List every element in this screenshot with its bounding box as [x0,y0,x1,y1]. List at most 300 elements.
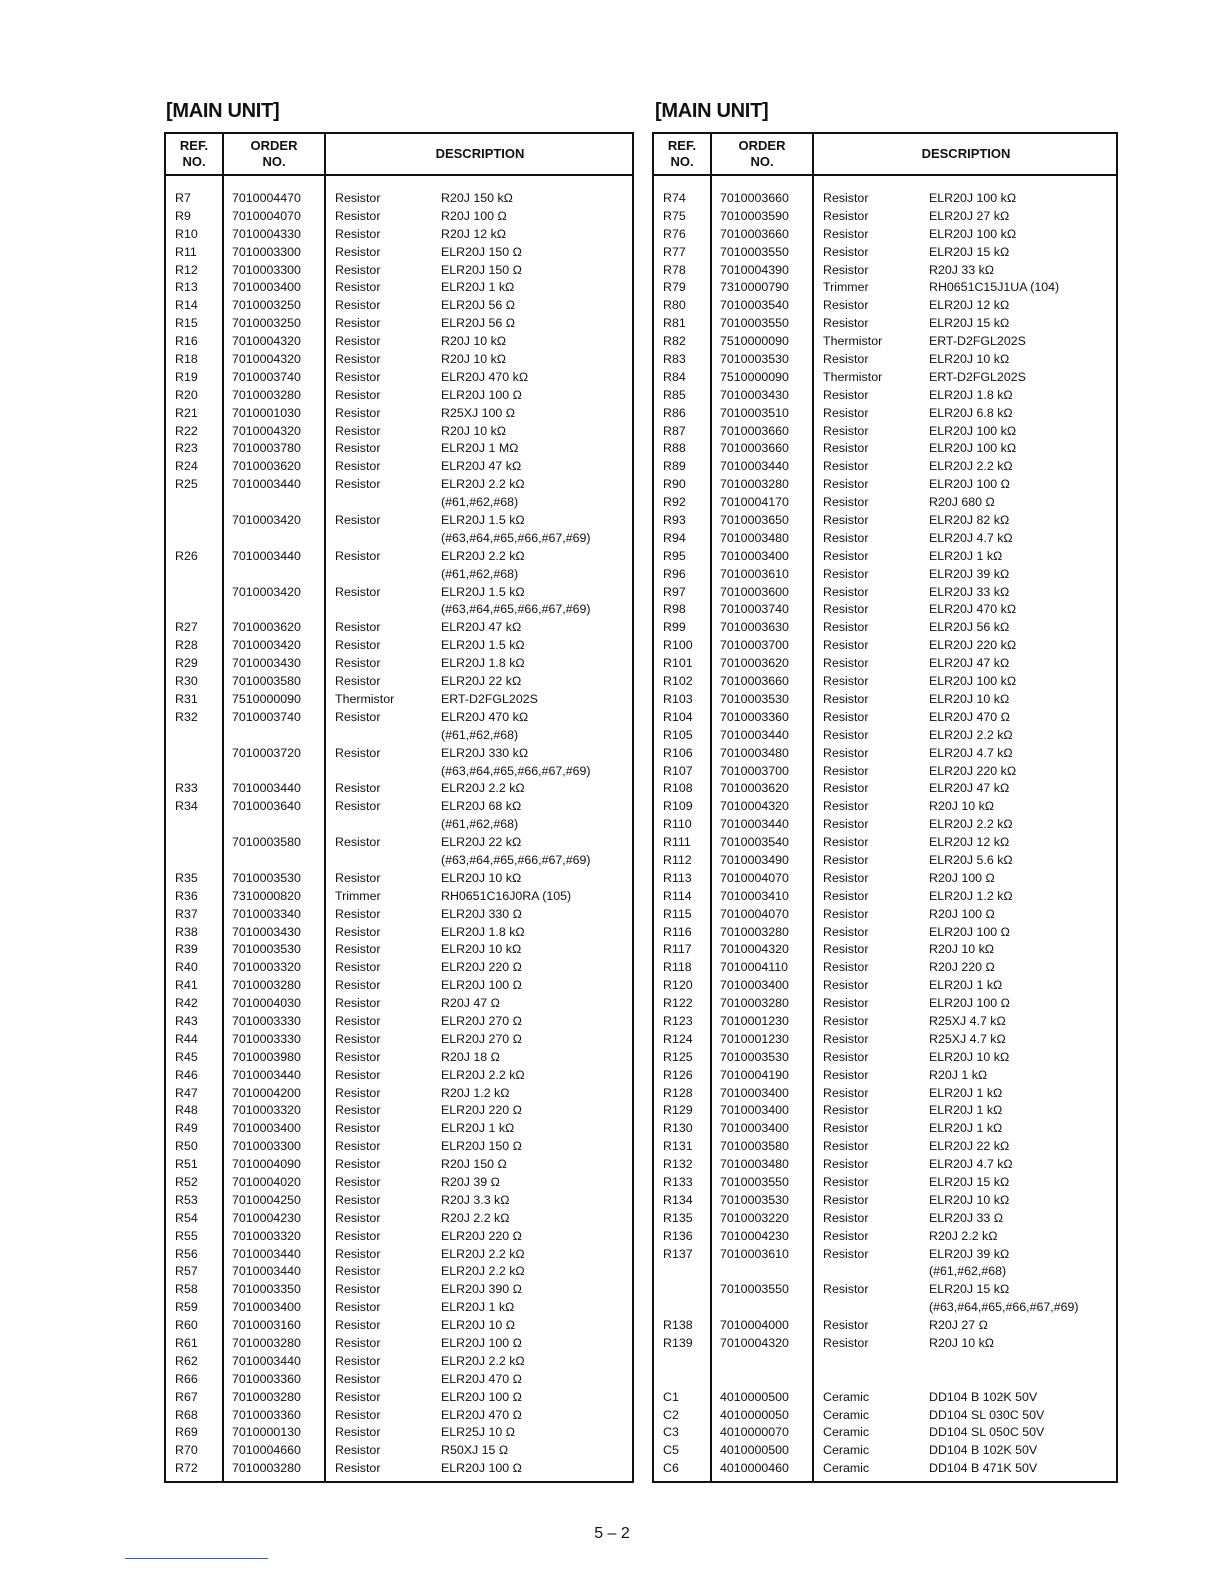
table-row [166,1371,632,1389]
part-type-cell: Resistor [823,584,869,599]
part-value-cell: ELR20J 1 kΩ [441,1300,515,1315]
part-value-cell: ELR20J 82 kΩ [929,513,1010,528]
ref-no-cell: R106 [663,745,693,760]
order-no-cell: 7010004170 [720,495,789,510]
order-no-cell: 7010003740 [720,602,789,617]
order-no-cell: 7010003530 [232,870,301,885]
table-row [166,1353,632,1371]
table-row [166,1442,632,1460]
table-row [166,691,632,709]
order-no-cell: 7010003700 [720,763,789,778]
table-row [654,1031,1116,1049]
table-row [166,1085,632,1103]
part-value-cell: ELR20J 2.2 kΩ [441,548,525,563]
table-row [654,1192,1116,1210]
ref-no-cell: R10 [175,226,198,241]
part-type-cell: Resistor [335,352,381,367]
order-no-cell: 7010003160 [232,1318,301,1333]
ref-no-cell: R133 [663,1174,693,1189]
ref-no-cell: R25 [175,477,198,492]
part-type-cell: Resistor [823,1157,869,1172]
table-row [654,1174,1116,1192]
part-type-cell: Resistor [823,1246,869,1261]
order-no-cell: 7010001030 [232,405,301,420]
order-no-cell: 7010003330 [232,1013,301,1028]
part-type-cell: Resistor [335,334,381,349]
ref-no-cell: R23 [175,441,198,456]
order-no-cell: 7010003440 [232,1353,301,1368]
part-type-cell: Resistor [823,942,869,957]
order-no-cell: 7010004070 [232,208,301,223]
order-no-cell: 7010003440 [232,1067,301,1082]
order-no-cell: 7010003620 [720,781,789,796]
order-no-cell: 7510000090 [232,691,301,706]
ref-no-cell: R22 [175,423,198,438]
ref-no-cell: R74 [663,191,686,205]
part-value-cell: R50XJ 15 Ω [441,1443,509,1458]
order-no-cell: 7010004110 [720,960,788,975]
part-value-cell: (#61,#62,#68) [441,566,519,581]
table-row [654,1281,1116,1299]
table-row [166,476,632,494]
table-row [654,941,1116,959]
part-value-cell: ELR20J 10 kΩ [929,352,1010,367]
table-row [654,870,1116,888]
part-value-cell: R25XJ 4.7 kΩ [929,1013,1006,1028]
ref-no-cell: R77 [663,244,686,259]
ref-no-cell: R126 [663,1067,693,1082]
table-row [654,1353,1116,1371]
order-no-cell: 7010003440 [720,727,789,742]
part-value-cell: (#63,#64,#65,#66,#67,#69) [441,530,591,545]
table-row [166,548,632,566]
part-value-cell: R20J 10 kΩ [929,1336,995,1350]
part-value-cell: ELR20J 56 kΩ [929,620,1010,635]
table-row [654,1085,1116,1103]
part-value-cell: R20J 220 Ω [929,960,995,975]
order-no-cell: 7010003280 [232,978,301,993]
table-row [166,458,632,476]
part-type-cell: Resistor [823,817,869,832]
part-value-cell: RH0651C16J0RA (105) [441,888,572,903]
part-value-cell: ELR20J 39 kΩ [929,1246,1010,1261]
part-type-cell: Resistor [823,387,869,402]
part-type-cell: Resistor [823,1013,869,1028]
part-type-cell: Resistor [335,191,381,205]
order-no-cell: 7010003400 [720,1085,789,1100]
footer-rule [125,1558,268,1559]
ref-no-cell: R28 [175,638,198,653]
part-value-cell: ELR20J 470 Ω [929,709,1010,724]
ref-no-cell: R59 [175,1300,198,1315]
ref-no-header: REF. NO. [179,138,209,169]
order-no-cell: 7010003330 [232,1031,301,1046]
part-value-cell: R20J 100 Ω [929,870,995,885]
table-row [166,1049,632,1067]
part-type-cell: Resistor [823,960,869,975]
part-value-cell: ELR20J 470 kΩ [441,369,529,384]
part-value-cell: ELR20J 56 Ω [441,298,516,313]
part-type-cell: Resistor [823,423,869,438]
part-value-cell: ELR20J 56 Ω [441,316,516,331]
part-type-cell: Resistor [335,513,381,528]
part-value-cell: ELR20J 100 Ω [929,996,1010,1011]
part-value-cell: ELR20J 100 kΩ [929,226,1017,241]
part-type-cell: Resistor [335,1103,381,1118]
ref-no-cell: R50 [175,1139,198,1154]
ref-no-cell: R128 [663,1085,693,1100]
part-value-cell: ELR20J 2.2 kΩ [929,459,1013,474]
part-type-cell: Resistor [335,1443,381,1458]
part-value-cell: (#63,#64,#65,#66,#67,#69) [441,602,591,617]
ref-no-cell: R136 [663,1228,693,1243]
ref-no-cell: R49 [175,1121,198,1136]
part-type-cell: Resistor [335,1067,381,1082]
part-type-cell: Resistor [335,870,381,885]
part-value-cell: ELR20J 12 kΩ [929,298,1010,313]
order-no-cell: 7010004250 [232,1192,301,1207]
table-row [654,977,1116,995]
table-row [654,494,1116,512]
ref-no-cell: R137 [663,1246,693,1261]
part-value-cell: ERT-D2FGL202S [441,691,538,706]
order-no-cell: 4010000500 [720,1443,789,1458]
part-value-cell: ERT-D2FGL202S [929,334,1026,349]
order-no-cell: 7010004020 [232,1174,301,1189]
part-type-cell: Resistor [335,1157,381,1172]
table-row [166,852,632,870]
order-no-cell: 7010003420 [232,584,301,599]
part-value-cell: R20J 12 kΩ [441,226,507,241]
table-row [166,1246,632,1264]
ref-no-cell: R94 [663,530,686,545]
part-value-cell: ELR20J 470 Ω [441,1371,522,1386]
part-value-cell: ELR20J 47 kΩ [441,620,522,635]
part-type-cell: Resistor [823,835,869,850]
ref-no-cell: R113 [663,870,692,885]
ref-no-cell: R16 [175,334,198,349]
part-value-cell: (#63,#64,#65,#66,#67,#69) [929,1300,1079,1315]
part-value-cell: (#63,#64,#65,#66,#67,#69) [441,763,591,778]
order-no-cell: 7010003320 [232,1228,301,1243]
table-row [654,924,1116,942]
ref-no-cell: R97 [663,584,686,599]
part-value-cell: ELR20J 47 kΩ [929,781,1010,796]
table-row [654,512,1116,530]
order-no-cell: 4010000050 [720,1407,789,1422]
order-no-cell: 7010004200 [232,1085,301,1100]
order-no-cell: 7010003340 [232,906,301,921]
table-row [166,333,632,351]
part-value-cell: DD104 SL 050C 50V [929,1425,1045,1440]
part-type-cell: Resistor [335,924,381,939]
table-row [166,297,632,315]
ref-no-cell: R61 [175,1336,198,1350]
order-no-cell: 7010003320 [232,960,301,975]
order-no-cell: 7010003650 [720,513,789,528]
part-value-cell: ELR20J 150 Ω [441,244,522,259]
part-value-cell: ELR20J 47 kΩ [441,459,522,474]
part-type-cell: Resistor [823,208,869,223]
table-row [654,566,1116,584]
table-row [166,1174,632,1192]
part-type-cell: Resistor [823,1139,869,1154]
order-no-cell: 7010003540 [720,298,789,313]
part-value-cell: ELR20J 4.7 kΩ [929,745,1013,760]
part-type-cell: Resistor [335,1192,381,1207]
order-no-cell: 7010003530 [720,1049,789,1064]
ref-no-cell: R84 [663,369,686,384]
part-value-cell: R20J 1.2 kΩ [441,1085,510,1100]
ref-no-cell: R34 [175,799,198,814]
description-header: DESCRIPTION [435,146,525,161]
part-type-cell: Resistor [335,745,381,760]
order-no-header: ORDER NO. [250,138,298,169]
order-no-cell: 7010003440 [232,548,301,563]
table-row [166,673,632,691]
part-value-cell: ELR20J 2.2 kΩ [929,727,1013,742]
order-no-cell: 7010003250 [232,316,301,331]
ref-no-cell: R139 [663,1336,693,1350]
part-value-cell: R20J 680 Ω [929,495,995,510]
order-no-cell: 7010003400 [720,978,789,993]
part-value-cell: R20J 33 kΩ [929,262,995,277]
order-no-cell: 7010004190 [720,1067,789,1082]
left-parts-table [164,132,634,1483]
table-row [654,1299,1116,1317]
part-type-cell: Resistor [335,316,381,331]
ref-no-cell: R69 [175,1425,198,1440]
part-value-cell: ELR20J 1.5 kΩ [441,513,525,528]
order-no-cell: 7010004330 [232,226,301,241]
part-value-cell: ELR20J 1 kΩ [929,1103,1003,1118]
table-row [654,190,1116,208]
order-no-cell: 7010003530 [720,352,789,367]
part-type-cell: Resistor [823,405,869,420]
order-no-cell: 4010000460 [720,1461,789,1476]
ref-no-cell: R46 [175,1067,198,1082]
part-value-cell: R25XJ 100 Ω [441,405,516,420]
part-value-cell: ELR20J 2.2 kΩ [441,781,525,796]
part-value-cell: R20J 100 Ω [929,906,995,921]
order-no-cell: 7010003660 [720,441,789,456]
order-no-cell: 7010004320 [232,423,301,438]
table-row [654,226,1116,244]
ref-no-cell: C6 [663,1461,679,1476]
ref-no-cell: R56 [175,1246,198,1261]
ref-no-cell: R43 [175,1013,198,1028]
table-row [654,1102,1116,1120]
ref-no-cell: R114 [663,888,692,903]
part-value-cell: ELR20J 470 Ω [441,1407,522,1422]
table-row [166,1192,632,1210]
part-type-cell: Resistor [335,1174,381,1189]
order-no-cell: 7010003440 [720,817,789,832]
part-value-cell: R20J 100 Ω [441,208,507,223]
part-value-cell: R20J 10 kΩ [441,334,507,349]
ref-no-cell: R11 [175,244,197,259]
part-value-cell: ELR20J 220 kΩ [929,763,1017,778]
part-value-cell: ELR20J 330 kΩ [441,745,529,760]
part-value-cell: ELR20J 100 kΩ [929,674,1017,689]
ref-no-cell: R110 [663,817,692,832]
table-row [166,816,632,834]
part-type-cell: Resistor [823,477,869,492]
part-value-cell: ELR20J 1 kΩ [929,548,1003,563]
part-value-cell: ELR20J 22 kΩ [929,1139,1010,1154]
ref-no-cell: R14 [175,298,198,313]
order-no-cell: 7010004070 [720,906,789,921]
table-row [166,405,632,423]
ref-no-cell: R32 [175,709,198,724]
part-type-cell: Resistor [335,1049,381,1064]
part-value-cell: ELR20J 1 kΩ [441,280,515,295]
part-type-cell: Ceramic [823,1461,870,1476]
table-row [654,279,1116,297]
ref-no-cell: R78 [663,262,686,277]
ref-no-cell: R124 [663,1031,693,1046]
table-row [166,780,632,798]
order-no-cell: 7010003720 [232,745,301,760]
ref-no-cell: R12 [175,262,198,277]
table-row [654,584,1116,602]
order-no-cell: 7010003530 [232,942,301,957]
order-no-cell: 7010003360 [232,1371,301,1386]
table-row [166,423,632,441]
part-value-cell: DD104 B 471K 50V [929,1461,1038,1476]
table-row [166,1407,632,1425]
part-type-cell: Resistor [823,495,869,510]
part-value-cell: ELR20J 100 kΩ [929,423,1017,438]
order-no-cell: 7010003550 [720,316,789,331]
ref-no-cell: R60 [175,1318,198,1333]
order-no-cell: 7010004000 [720,1318,789,1333]
table-row [166,1263,632,1281]
part-value-cell: DD104 B 102K 50V [929,1389,1038,1404]
ref-no-cell: R112 [663,852,692,867]
order-no-cell: 7010003420 [232,513,301,528]
table-row [166,1156,632,1174]
part-type-cell: Resistor [335,978,381,993]
table-row [654,906,1116,924]
part-type-cell: Resistor [335,280,381,295]
part-value-cell: ELR20J 10 kΩ [441,870,522,885]
part-type-cell: Resistor [335,477,381,492]
table-row [166,1067,632,1085]
ref-no-cell: R81 [663,316,686,331]
ref-no-cell: R70 [175,1443,198,1458]
ref-no-cell: R123 [663,1013,693,1028]
part-value-cell: R20J 1 kΩ [929,1067,988,1082]
order-no-cell: 7010003660 [720,226,789,241]
part-type-cell: Resistor [335,1389,381,1404]
ref-no-cell: R98 [663,602,686,617]
table-row [166,995,632,1013]
part-value-cell: ELR20J 39 kΩ [929,566,1010,581]
table-row [654,387,1116,405]
part-value-cell: R20J 2.2 kΩ [929,1228,998,1243]
table-row [654,1460,1116,1478]
part-type-cell: Resistor [823,1049,869,1064]
part-type-cell: Resistor [823,852,869,867]
ref-no-cell: R93 [663,513,686,528]
table-row [654,745,1116,763]
part-type-cell: Resistor [335,799,381,814]
part-value-cell: ELR20J 100 Ω [441,1389,522,1404]
part-type-cell: Resistor [823,244,869,259]
part-value-cell: R20J 150 Ω [441,1157,507,1172]
ref-no-header: REF. NO. [667,138,697,169]
part-value-cell: ELR20J 68 kΩ [441,799,522,814]
table-row [166,709,632,727]
part-value-cell: (#61,#62,#68) [441,495,519,510]
part-value-cell: R20J 3.3 kΩ [441,1192,510,1207]
order-no-cell: 7010003550 [720,244,789,259]
order-no-cell: 7010004320 [232,352,301,367]
table-row [654,1138,1116,1156]
ref-no-cell: R29 [175,656,198,671]
right-section-title: [MAIN UNIT] [655,100,769,122]
order-no-cell: 7010004030 [232,996,301,1011]
table-row [166,1013,632,1031]
ref-no-cell: R75 [663,208,686,223]
part-type-cell: Resistor [823,1336,869,1350]
ref-no-cell: R89 [663,459,686,474]
table-row [654,1407,1116,1425]
part-type-cell: Resistor [823,513,869,528]
order-no-cell: 7010003580 [720,1139,789,1154]
part-type-cell: Resistor [823,1031,869,1046]
table-row [654,1228,1116,1246]
part-type-cell: Resistor [335,674,381,689]
part-type-cell: Trimmer [335,888,381,903]
order-no-cell: 7010003620 [720,656,789,671]
table-row [166,870,632,888]
part-type-cell: Resistor [823,1228,869,1243]
table-row [654,691,1116,709]
part-type-cell: Resistor [823,566,869,581]
table-row [166,1299,632,1317]
part-type-cell: Resistor [335,942,381,957]
order-no-cell: 7010003280 [720,477,789,492]
table-row [166,727,632,745]
ref-no-cell: R52 [175,1174,198,1189]
ref-no-cell: R101 [663,656,693,671]
part-value-cell: ELR20J 2.2 kΩ [441,1246,525,1261]
order-no-cell: 7010003780 [232,441,301,456]
order-no-cell: 7010003550 [720,1174,789,1189]
order-no-cell: 7510000090 [720,334,789,349]
description-header: DESCRIPTION [921,146,1011,161]
ref-no-cell: R132 [663,1157,693,1172]
ref-no-cell: R33 [175,781,198,796]
order-no-cell: 7010004660 [232,1443,301,1458]
ref-no-cell: R30 [175,674,198,689]
ref-no-cell: R105 [663,727,693,742]
part-value-cell: ELR20J 33 Ω [929,1210,1004,1225]
part-value-cell: R20J 47 Ω [441,996,500,1011]
table-row [654,619,1116,637]
ref-no-cell: R85 [663,387,686,402]
ref-no-cell: R55 [175,1228,198,1243]
ref-no-cell: R102 [663,674,693,689]
part-value-cell: ELR20J 1 kΩ [929,1085,1003,1100]
part-type-cell: Resistor [335,262,381,277]
table-row [654,1389,1116,1407]
ref-no-cell: R44 [175,1031,198,1046]
part-type-cell: Resistor [335,1013,381,1028]
ref-no-cell: R18 [175,352,198,367]
